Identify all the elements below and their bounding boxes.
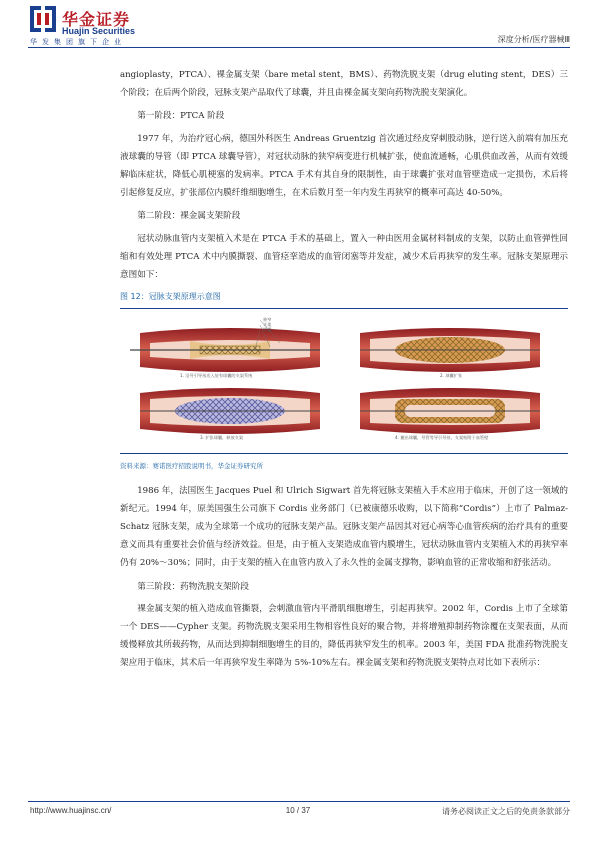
main-content xyxy=(120,66,568,673)
huajin-logo-icon xyxy=(30,6,56,32)
diagram-panel-1 xyxy=(130,316,320,379)
paragraph-ptca: 1977 年，为治疗冠心病，德国外科医生 Andreas Gruentzig 首次通过经皮穿刺股动脉，逆行送入前端有加压充液球囊的导管（即 PTCA 球囊导管），对冠状动脉的狭窄病变进行机械扩张，使血流通畅，心肌供血改善，从而有效缓解临床症状，降低心肌梗塞的发病率。PTCA 手术有其自身的限制性，由于球囊扩张对血管壁造成一定损伤，术后将引起修复反应，扩张部位内膜纤维细胞增生，在术后数月至一年内发生再狭窄的概率可高达 40-50%。 xyxy=(120,133,568,199)
footer-divider xyxy=(28,801,570,802)
page-header xyxy=(0,0,596,50)
caption-step-1: 1. 沿导引导丝送入装有球囊的支架系统 xyxy=(180,373,253,379)
caption-step-2: 2. 球囊扩张 xyxy=(440,373,463,379)
footer-disclaimer: 请务必阅读正文之后的免责条款部分 xyxy=(442,807,570,816)
paragraph-intro: angioplasty，PTCA）、裸金属支架（bare metal stent，BMS）、药物洗脱支架（drug eluting stent，DES）三个阶段；在后两个阶段，冠脉支架产品取代了球囊，并且由裸金属支架向药物洗脱支架演化。 xyxy=(120,70,568,99)
label-balloon: 球囊 xyxy=(263,327,272,333)
report-type: 深度分析/医疗器械Ⅲ xyxy=(497,35,570,44)
stage-2-heading: 第二阶段：裸金属支架阶段 xyxy=(137,211,241,222)
paragraph-des: 裸金属支架的植入造成血管撕裂，会刺激血管内平滑肌细胞增生，引起再狭窄。2002 年，Cordis 上市了全球第一个 DES——Cypher 支架。药物洗脱支架采用生物相容性良好的聚合物，并将增殖抑制药物涂覆在支架表面，从而缓慢释放其所载药物，从而达到抑制细胞增生的目的，降低再狭窄发生的机率。2003 年，美国 FDA 批准药物洗脱支架应用于临床，其术后一年再狭窄发生率降为 5%-10%左右。裸金属支架和药物洗脱支架特点对比如下表所示： xyxy=(120,603,568,669)
caption-step-4: 4. 撤出球囊，导管等导引导丝，支架贴附于血管壁 xyxy=(395,435,489,441)
diagram-panel-3 xyxy=(140,388,320,441)
footer-url-link[interactable]: http://www.huajinsc.cn/ xyxy=(30,806,112,815)
logo-subtitle: 华发集团旗下企业 xyxy=(30,38,126,46)
label-stenosis: 狭窄 xyxy=(263,317,272,323)
stent-diagram xyxy=(120,315,568,449)
caption-step-3: 3. 扩张球囊，释放支架 xyxy=(200,435,244,441)
stage-3-heading: 第三阶段：药物洗脱支架阶段 xyxy=(137,581,249,592)
stent-illustration xyxy=(120,315,568,449)
diagram-panel-2 xyxy=(360,328,540,379)
diagram-panel-4 xyxy=(360,388,540,441)
header-divider xyxy=(28,47,570,48)
paragraph-bms: 冠状动脉血管内支架植入术是在 PTCA 手术的基础上，置入一种由医用金属材料制成的支架，以防止血管弹性回缩和有效处理 PTCA 术中内膜撕裂、血管痉挛造成的血管闭塞等并发症，减少术后再狭窄的发生率。冠脉支架原理示意图如下： xyxy=(120,233,568,281)
page-number: 10 / 37 xyxy=(285,806,311,815)
logo-text-cn: 华金证券 xyxy=(62,10,131,29)
figure-title: 图 12：冠脉支架原理示意图 xyxy=(120,288,568,309)
logo-text-en: Huajin Securities xyxy=(62,26,136,36)
figure-source: 资料来源：赛诺医疗招股说明书，华金证券研究所 xyxy=(120,453,568,475)
label-stent: 支架 xyxy=(263,322,272,328)
stage-1-heading: 第一阶段：PTCA 阶段 xyxy=(137,111,225,122)
paragraph-history: 1986 年，法国医生 Jacques Puel 和 Ulrich Sigwart 首先将冠脉支架植入手术应用于临床，开创了这一领域的新纪元。1994 年，原美国强生公司旗下 Cordis 业务部门（已被康德乐收购，以下简称“Cordis”）上市了 Palmaz-Schatz 冠脉支架，成为全球第一个成功的冠脉支架产品。冠脉支架产品因其对冠心病等心血管疾病的治疗具有的重要意义而具有重要社会价值与经济效益。但是，由于植入支架造成血管内膜增生，冠状动脉血管内支架植入术的再狭窄率仍有 20%～30%；同时，由于支架的植入在血管内放入了永久性的金属支撑物，影响血管的正常收缩和舒张活动。 xyxy=(120,485,568,569)
